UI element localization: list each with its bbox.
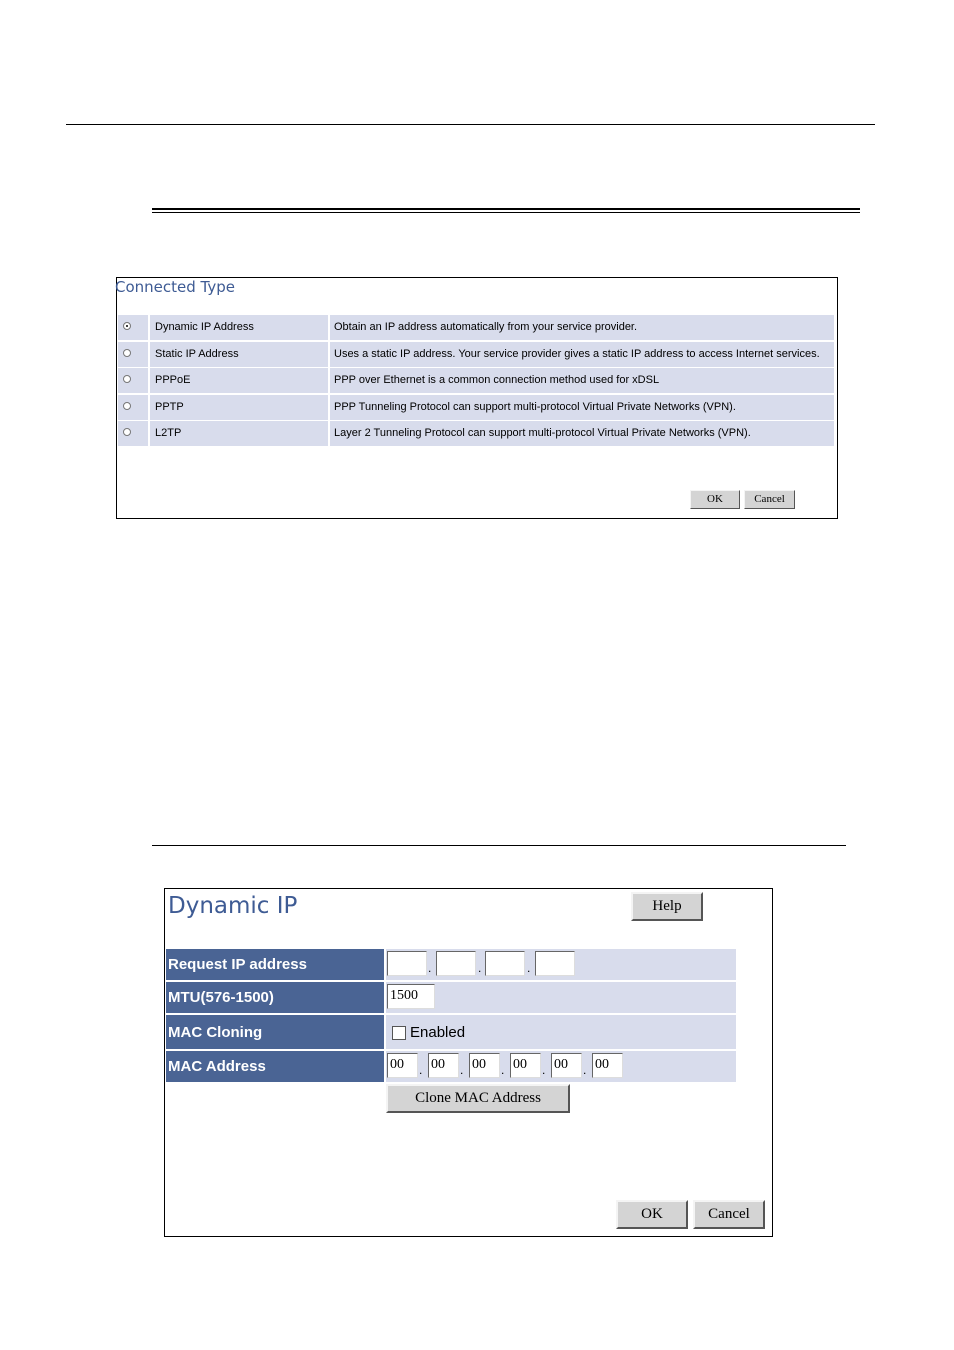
mac-cloning-enabled-label: Enabled bbox=[410, 1024, 466, 1041]
cancel-button[interactable]: Cancel bbox=[744, 490, 795, 509]
ip-separator: . bbox=[527, 961, 531, 975]
dynamic-ip-title: Dynamic IP bbox=[168, 893, 298, 919]
mac-cloning-checkbox[interactable] bbox=[392, 1026, 406, 1040]
request-ip-octet-1[interactable] bbox=[387, 951, 427, 976]
option-name: PPPoE bbox=[150, 368, 328, 393]
option-description: PPP over Ethernet is a common connection method used for xDSL bbox=[330, 368, 834, 393]
mac-separator: . bbox=[542, 1063, 546, 1077]
top-rule bbox=[66, 124, 875, 125]
section-rule bbox=[152, 845, 846, 846]
mac-octet-1[interactable]: 00 bbox=[387, 1053, 418, 1078]
mac-octet-5[interactable]: 00 bbox=[551, 1053, 582, 1078]
option-name: L2TP bbox=[150, 421, 328, 446]
help-button[interactable]: Help bbox=[631, 892, 703, 921]
option-name: PPTP bbox=[150, 395, 328, 420]
mac-separator: . bbox=[583, 1063, 587, 1077]
ok-button[interactable]: OK bbox=[616, 1200, 688, 1229]
radio-static-ip[interactable] bbox=[123, 349, 131, 357]
option-name: Dynamic IP Address bbox=[150, 315, 328, 340]
table-row bbox=[118, 395, 834, 420]
request-ip-label: Request IP address bbox=[166, 949, 384, 980]
connection-type-table bbox=[118, 315, 834, 448]
radio-pptp[interactable] bbox=[123, 402, 131, 410]
option-description: Uses a static IP address. Your service provider gives a static IP address to access Internet services. bbox=[330, 342, 834, 367]
radio-l2tp[interactable] bbox=[123, 428, 131, 436]
table-row bbox=[118, 368, 834, 393]
cancel-button[interactable]: Cancel bbox=[693, 1200, 765, 1229]
option-name: Static IP Address bbox=[150, 342, 328, 367]
mac-separator: . bbox=[501, 1063, 505, 1077]
table-row bbox=[118, 421, 834, 446]
mac-separator: . bbox=[419, 1063, 423, 1077]
connected-type-panel bbox=[116, 277, 838, 519]
mac-cloning-label: MAC Cloning bbox=[166, 1015, 384, 1049]
dynamic-ip-panel bbox=[164, 888, 773, 1237]
mtu-input[interactable]: 1500 bbox=[387, 984, 435, 1009]
option-description: PPP Tunneling Protocol can support multi-protocol Virtual Private Networks (VPN). bbox=[330, 395, 834, 420]
ip-separator: . bbox=[478, 961, 482, 975]
table-row bbox=[118, 315, 834, 340]
mtu-label: MTU(576-1500) bbox=[166, 982, 384, 1013]
mac-separator: . bbox=[460, 1063, 464, 1077]
mac-address-row bbox=[166, 1051, 736, 1082]
request-ip-octet-3[interactable] bbox=[485, 951, 525, 976]
mac-octet-3[interactable]: 00 bbox=[469, 1053, 500, 1078]
request-ip-row bbox=[166, 949, 736, 980]
radio-pppoe[interactable] bbox=[123, 375, 131, 383]
mac-octet-2[interactable]: 00 bbox=[428, 1053, 459, 1078]
option-description: Obtain an IP address automatically from your service provider. bbox=[330, 315, 834, 340]
ok-button[interactable]: OK bbox=[690, 490, 740, 509]
ip-separator: . bbox=[428, 961, 432, 975]
request-ip-octet-4[interactable] bbox=[535, 951, 575, 976]
connected-type-title: Connected Type bbox=[115, 278, 235, 296]
section-double-rule bbox=[152, 208, 860, 213]
mac-octet-4[interactable]: 00 bbox=[510, 1053, 541, 1078]
radio-dynamic-ip[interactable] bbox=[123, 322, 131, 330]
clone-mac-address-button[interactable]: Clone MAC Address bbox=[386, 1084, 570, 1113]
table-row bbox=[118, 342, 834, 367]
mac-octet-6[interactable]: 00 bbox=[592, 1053, 623, 1078]
mtu-row bbox=[166, 982, 736, 1013]
option-description: Layer 2 Tunneling Protocol can support multi-protocol Virtual Private Networks (VPN). bbox=[330, 421, 834, 446]
mac-cloning-row bbox=[166, 1015, 736, 1049]
mac-address-label: MAC Address bbox=[166, 1051, 384, 1082]
request-ip-octet-2[interactable] bbox=[436, 951, 476, 976]
